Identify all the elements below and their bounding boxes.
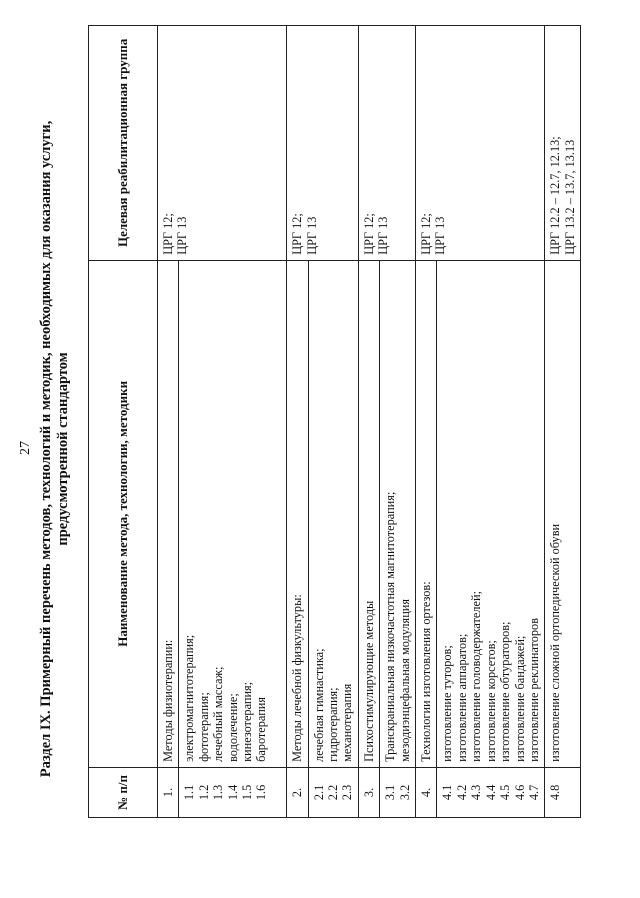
target-group-cell bbox=[416, 26, 545, 261]
methods-table bbox=[88, 25, 581, 818]
sub-number: 2.1 bbox=[311, 784, 326, 801]
sub-item: изготовление аппаратов; bbox=[454, 633, 469, 762]
table-row bbox=[545, 26, 581, 818]
sub-item: баротерапия bbox=[254, 696, 269, 762]
table-row bbox=[158, 26, 179, 818]
target-group: ЦРГ 12; bbox=[419, 213, 434, 255]
section-title bbox=[38, 0, 72, 898]
method-name: Методы лечебной физкультуры: bbox=[287, 260, 308, 767]
sub-item: изготовление головодержателей; bbox=[469, 591, 484, 762]
sub-number: 4.1 bbox=[440, 784, 455, 801]
sub-number: 4.5 bbox=[498, 784, 513, 801]
header-number: № п/п bbox=[89, 767, 158, 817]
header-target-group: Целевая реабилитационная группа bbox=[89, 26, 158, 261]
header-method: Наименование метода, технологии, методики bbox=[89, 260, 158, 767]
sub-item: гидротерапия; bbox=[326, 687, 341, 762]
sub-number: 4.6 bbox=[512, 784, 527, 801]
target-group: ЦРГ 12.2 – 12.7, 12.13; bbox=[548, 136, 563, 255]
sub-number: 1.1 bbox=[182, 784, 197, 801]
row-number: 4.8 bbox=[545, 767, 581, 817]
row-number: 1. bbox=[158, 767, 179, 817]
method-name: Технологии изготовления ортезов: bbox=[416, 260, 437, 767]
sub-item: изготовление корсетов; bbox=[483, 640, 498, 762]
sub-number: 1.3 bbox=[211, 784, 226, 801]
method-name: изготовление сложной ортопедической обуви bbox=[545, 260, 581, 767]
sub-item: изготовление бандажей; bbox=[512, 635, 527, 762]
target-group: ЦРГ 13 bbox=[433, 216, 448, 255]
sub-number: 1.5 bbox=[240, 784, 255, 801]
target-group: ЦРГ 12; bbox=[161, 213, 175, 255]
sub-number-cell bbox=[437, 767, 545, 817]
table-row bbox=[358, 26, 379, 818]
table-row bbox=[287, 26, 308, 818]
sub-number-cell bbox=[179, 767, 287, 817]
title-line-2: предусмотренной стандартом bbox=[55, 352, 71, 546]
sub-number: 4.3 bbox=[469, 784, 484, 801]
sub-item: фототерапия; bbox=[196, 692, 211, 762]
row-number: 2. bbox=[287, 767, 308, 817]
target-group: ЦРГ 13 bbox=[376, 216, 391, 255]
sub-number: 2.3 bbox=[340, 784, 355, 801]
sub-number: 1.4 bbox=[225, 784, 240, 801]
target-group-cell bbox=[545, 26, 581, 261]
sub-item: электромагнитотерапия; bbox=[182, 634, 197, 762]
sub-items-cell bbox=[380, 260, 416, 767]
sub-item: Транскраниальная низкочастотная магнитотерапия; bbox=[383, 491, 398, 762]
table-header-row bbox=[89, 26, 158, 818]
page-number: 27 bbox=[18, 441, 33, 455]
sub-item: лечебная гимнастика; bbox=[311, 648, 326, 762]
sub-item: кинезотерапия; bbox=[240, 681, 255, 762]
method-name: Методы физиотерапии: bbox=[158, 260, 179, 767]
sub-number: 4.4 bbox=[483, 784, 498, 801]
sub-number: 3.1 bbox=[383, 784, 398, 801]
sub-number: 4.7 bbox=[526, 784, 541, 801]
target-group: ЦРГ 13 bbox=[175, 216, 190, 255]
target-group: ЦРГ 12; bbox=[290, 213, 305, 255]
sub-item: водолечение; bbox=[225, 693, 240, 762]
table-row bbox=[416, 26, 437, 818]
target-group: ЦРГ 12; bbox=[361, 213, 376, 255]
sub-item: изготовление реклинаторов bbox=[526, 617, 541, 762]
target-group-cell bbox=[287, 26, 359, 261]
sub-items-cell bbox=[179, 260, 287, 767]
sub-number: 3.2 bbox=[397, 784, 412, 801]
sub-number-cell bbox=[380, 767, 416, 817]
sub-item: изготовление обтураторов; bbox=[498, 621, 513, 762]
sub-item: лечебный массаж; bbox=[211, 666, 226, 762]
title-line-1: Раздел IX. Примерный перечень методов, технологий и методик, необходимых для оказания услуги, bbox=[38, 120, 54, 778]
target-group: ЦРГ 13 bbox=[304, 216, 319, 255]
sub-item: изготовление туторов; bbox=[440, 645, 455, 762]
row-number: 4. bbox=[416, 767, 437, 817]
sub-items-cell bbox=[308, 260, 358, 767]
sub-number: 4.2 bbox=[454, 784, 469, 801]
sub-number-cell bbox=[308, 767, 358, 817]
target-group-cell bbox=[158, 26, 287, 261]
sub-item: мезодиэнцефальная модуляция bbox=[397, 598, 412, 762]
sub-items-cell bbox=[437, 260, 545, 767]
target-group: ЦРГ 13.2 – 13.7, 13.13 bbox=[562, 139, 577, 255]
method-name: Психостимулирующие методы bbox=[358, 260, 379, 767]
sub-number: 1.2 bbox=[196, 784, 211, 801]
sub-number: 2.2 bbox=[326, 784, 341, 801]
sub-item: механотерапия bbox=[340, 683, 355, 762]
row-number: 3. bbox=[358, 767, 379, 817]
sub-number: 1.6 bbox=[254, 784, 269, 801]
target-group-cell bbox=[358, 26, 415, 261]
